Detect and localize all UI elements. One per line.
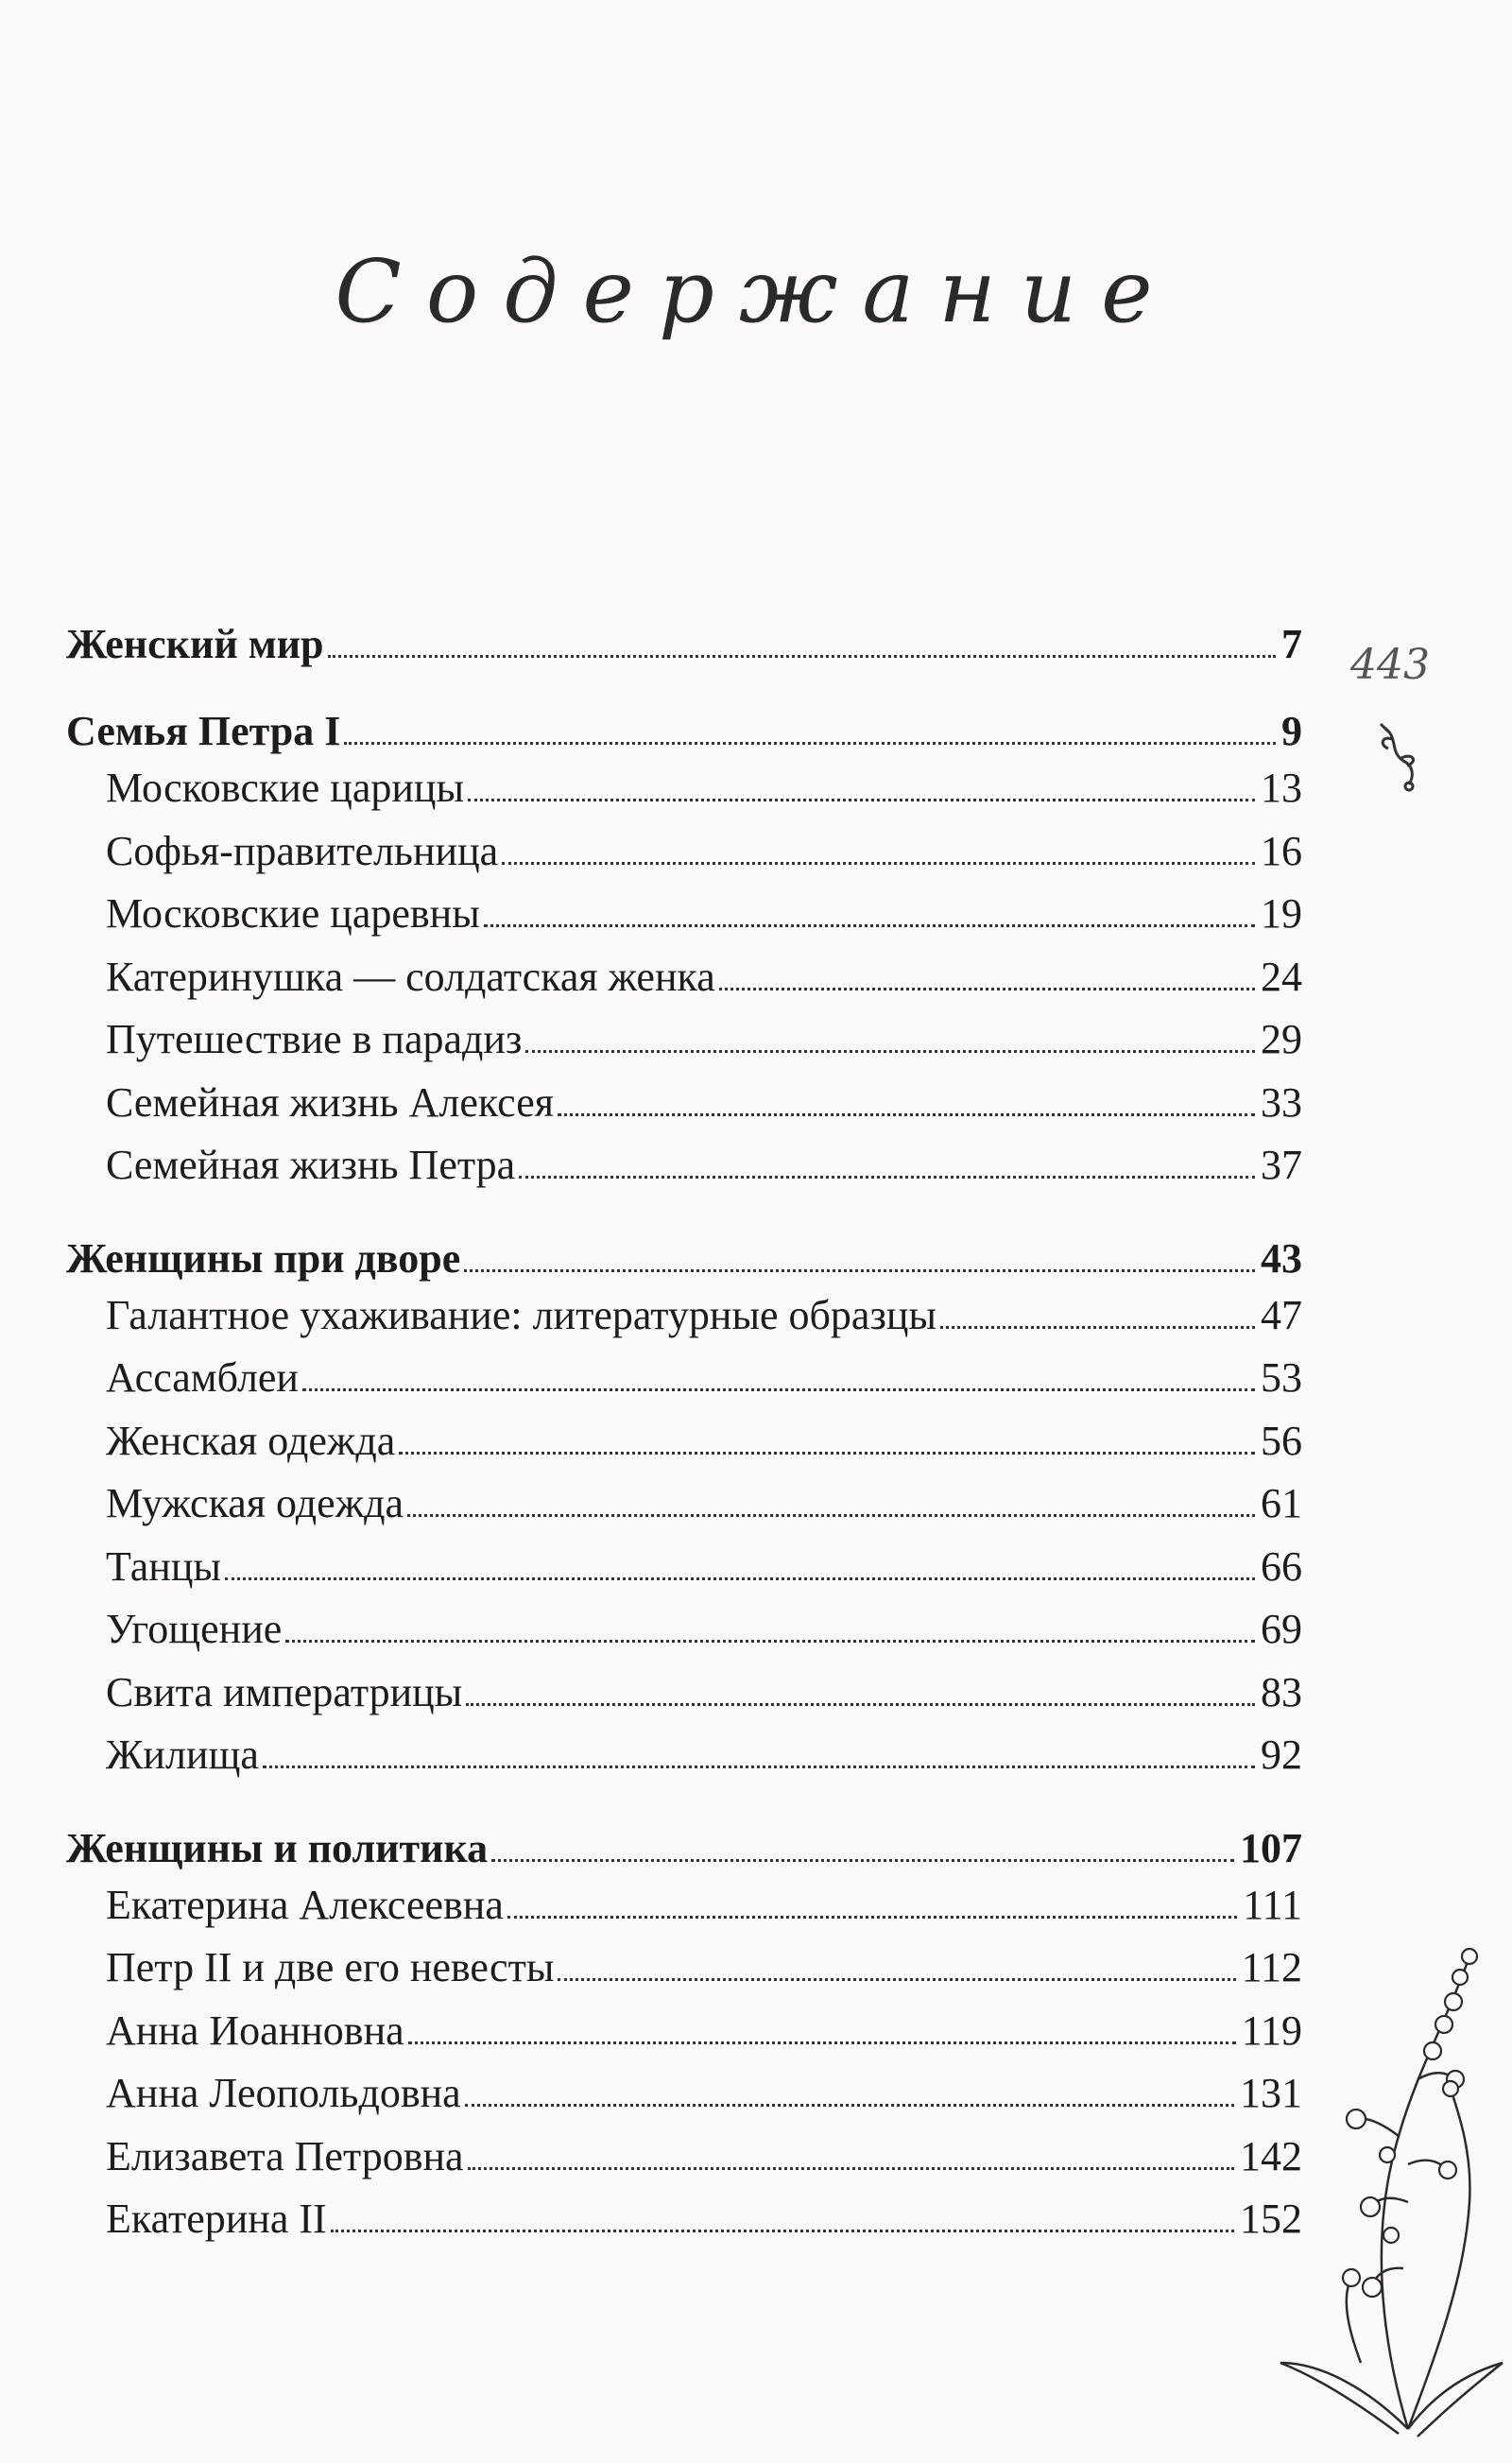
toc-entry-title: Ассамблеи xyxy=(106,1354,299,1401)
dot-leader xyxy=(940,1325,1255,1329)
toc-entry-title: Екатерина Алексеевна xyxy=(106,1881,504,1928)
toc-entry-title: Женщины при дворе xyxy=(66,1234,461,1282)
toc-entry-title: Петр II и две его невесты xyxy=(106,1944,555,1990)
toc-entry-title: Катеринушка — солдатская женка xyxy=(106,953,715,1000)
toc-entry-title: Софья-правительница xyxy=(106,827,499,874)
dot-leader xyxy=(408,2041,1236,2044)
toc-entry-title: Галантное ухаживание: литературные образцы xyxy=(106,1291,936,1338)
dot-leader xyxy=(263,1765,1255,1768)
toc-page-number: 24 xyxy=(1261,953,1302,1000)
toc-page-number: 111 xyxy=(1243,1881,1302,1928)
toc-subsection-entry xyxy=(66,1142,1302,1208)
dot-leader xyxy=(502,861,1255,865)
toc-page-number: 16 xyxy=(1261,827,1302,874)
toc-subsection-entry xyxy=(66,827,1302,894)
dot-leader xyxy=(468,798,1255,801)
toc-entry-title: Жилища xyxy=(106,1731,259,1778)
toc-page-number: 92 xyxy=(1261,1731,1302,1778)
dot-leader xyxy=(225,1576,1255,1580)
toc-subsection-entry xyxy=(66,2070,1302,2136)
page-title: Содержание xyxy=(335,241,1177,342)
dot-leader xyxy=(558,1112,1255,1116)
toc-subsection-entry xyxy=(66,1016,1302,1082)
toc-page-number: 37 xyxy=(1261,1142,1302,1188)
toc-page-number: 107 xyxy=(1240,1824,1302,1871)
page-number-ornament xyxy=(1347,633,1451,813)
toc-subsection-entry xyxy=(66,953,1302,1020)
floral-sprig-icon xyxy=(1381,724,1414,790)
toc-subsection-entry xyxy=(66,1480,1302,1546)
toc-page-number: 69 xyxy=(1261,1606,1302,1652)
toc-section-entry xyxy=(66,1234,1302,1295)
toc-entry-title: Екатерина II xyxy=(106,2196,327,2242)
toc-page-number: 142 xyxy=(1240,2132,1302,2179)
toc-section-entry xyxy=(66,621,1302,680)
toc-entry-title: Семейная жизнь Алексея xyxy=(106,1078,554,1126)
dot-leader xyxy=(507,1915,1237,1919)
toc-entry-title: Мужская одежда xyxy=(106,1480,404,1526)
toc-subsection-entry xyxy=(66,1731,1302,1798)
toc-subsection-entry xyxy=(66,2007,1302,2074)
toc-subsection-entry xyxy=(66,2132,1302,2199)
toc-page-number: 13 xyxy=(1261,765,1302,811)
toc-page-number: 131 xyxy=(1240,2070,1302,2116)
dot-leader xyxy=(484,923,1255,927)
toc-page-number: 29 xyxy=(1261,1016,1302,1062)
dot-leader xyxy=(525,1049,1255,1053)
dot-leader xyxy=(465,2103,1234,2107)
toc-subsection-entry xyxy=(66,2198,1302,2262)
toc-subsection-entry xyxy=(66,1417,1302,1484)
dot-leader xyxy=(302,1387,1255,1391)
dot-leader xyxy=(285,1639,1255,1643)
toc-page-number: 33 xyxy=(1261,1078,1302,1126)
toc-page-number: 9 xyxy=(1281,708,1302,754)
dot-leader xyxy=(468,2166,1234,2170)
dot-leader xyxy=(399,1451,1255,1455)
lily-of-the-valley-illustration-icon xyxy=(1266,1919,1512,2463)
toc-section-entry xyxy=(66,708,1302,767)
toc-page-number: 7 xyxy=(1281,621,1302,667)
dot-leader xyxy=(466,1702,1255,1706)
toc-entry-title: Путешествие в парадиз xyxy=(106,1016,523,1062)
toc-subsection-entry xyxy=(66,1668,1302,1735)
dot-leader xyxy=(491,1858,1234,1862)
dot-leader xyxy=(519,1175,1255,1179)
toc-entry-title: Московские царевны xyxy=(106,890,480,937)
toc-page-number: 43 xyxy=(1261,1234,1302,1282)
toc-page-number: 119 xyxy=(1241,2007,1302,2054)
toc-page-number: 56 xyxy=(1261,1417,1302,1464)
toc-subsection-entry xyxy=(66,1354,1302,1421)
toc-entry-title: Семья Петра I xyxy=(66,708,341,754)
toc-entry-title: Угощение xyxy=(106,1606,283,1652)
toc-entry-title: Танцы xyxy=(106,1542,221,1590)
toc-subsection-entry xyxy=(66,1542,1302,1610)
toc-entry-title: Женская одежда xyxy=(106,1417,396,1464)
table-of-contents xyxy=(66,621,1302,2262)
toc-subsection-entry xyxy=(66,890,1302,956)
toc-page-number: 47 xyxy=(1261,1291,1302,1338)
toc-page-number: 152 xyxy=(1240,2196,1302,2242)
toc-subsection-entry xyxy=(66,767,1302,831)
dot-leader xyxy=(464,1268,1255,1272)
toc-entry-title: Свита императрицы xyxy=(106,1668,463,1715)
toc-subsection-entry xyxy=(66,1881,1302,1948)
toc-subsection-entry xyxy=(66,1606,1302,1672)
toc-entry-title: Анна Иоанновна xyxy=(106,2007,404,2054)
toc-page-number: 83 xyxy=(1261,1668,1302,1715)
toc-section-entry xyxy=(66,1824,1302,1885)
toc-subsection-entry xyxy=(66,1944,1302,2010)
dot-leader xyxy=(328,654,1276,658)
toc-page-number: 53 xyxy=(1261,1354,1302,1401)
toc-entry-title: Елизавета Петровна xyxy=(106,2132,464,2179)
toc-entry-title: Семейная жизнь Петра xyxy=(106,1142,516,1188)
margin-page-number: 443 xyxy=(1350,641,1430,689)
toc-page-number: 112 xyxy=(1241,1944,1302,1990)
toc-page-number: 19 xyxy=(1261,890,1302,937)
toc-entry-title: Женский мир xyxy=(66,621,324,667)
toc-page-number: 66 xyxy=(1261,1542,1302,1590)
toc-page-number: 61 xyxy=(1261,1480,1302,1526)
toc-entry-title: Московские царицы xyxy=(106,765,465,811)
dot-leader xyxy=(407,1513,1255,1517)
dot-leader xyxy=(331,2229,1234,2232)
toc-subsection-entry xyxy=(66,1078,1302,1145)
dot-leader xyxy=(344,741,1276,745)
dot-leader xyxy=(719,987,1255,990)
toc-entry-title: Женщины и политика xyxy=(66,1824,489,1871)
dot-leader xyxy=(558,1977,1235,1981)
toc-subsection-entry xyxy=(66,1291,1302,1358)
toc-entry-title: Анна Леопольдовна xyxy=(106,2070,461,2116)
